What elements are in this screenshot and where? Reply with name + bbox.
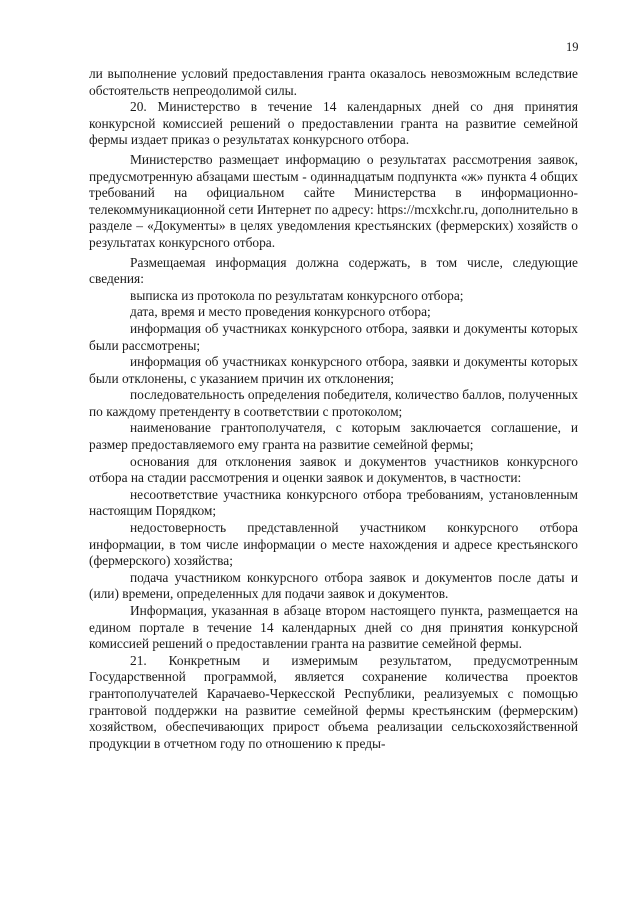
list-item: последовательность определения победителя, количество баллов, полученных по каждому претенденту в соответствии с протоколом;: [89, 387, 578, 419]
paragraph: Информация, указанная в абзаце втором настоящего пункта, размещается на едином портале в течение 14 календарных дней со дня принятия конкурсной комиссией решений о предоставлении гранта на развитие семейной фермы.: [89, 603, 578, 652]
list-item: дата, время и место проведения конкурсного отбора;: [130, 304, 431, 320]
paragraph: 21. Конкретным и измеримым результатом, предусмотренным Государственной программой, является сохранение количества проектов грантополучателей Карачаево-Черкесской Республики, реализуемых с помощью грантовой поддержки на развитие семейной фермы крестьянским (фермерским) хозяйством, обеспечивающих прирост объема реализации сельскохозяйственной продукции в отчетном году по отношению к преды-: [89, 652, 578, 751]
page-number: 19: [566, 40, 579, 54]
document-body: [89, 66, 578, 752]
sub-list-item: подача участником конкурсного отбора заявок и документов после даты и (или) времени, определенных для подачи заявок и документов.: [89, 569, 578, 602]
paragraph: ли выполнение условий предоставления гранта оказалось невозможным вследствие обстоятельств непреодолимой силы.: [89, 66, 578, 98]
sub-list-item: недостоверность представленной участником конкурсного отбора информации, в том числе информации о месте нахождения и адресе крестьянского (фермерского) хозяйства;: [89, 520, 578, 569]
list-item: наименование грантополучателя, с которым заключается соглашение, и размер предоставляемого ему гранта на развитие семейной фермы;: [89, 420, 578, 453]
list-item: информация об участниках конкурсного отбора, заявки и документы которых были отклонены, с указанием причин их отклонения;: [89, 354, 578, 386]
list-item: выписка из протокола по результатам конкурсного отбора;: [130, 287, 464, 303]
paragraph: 20. Министерство в течение 14 календарных дней со дня принятия конкурсной комиссией решений о предоставлении гранта на развитие семейной фермы издает приказ о результатах конкурсного отбора.: [89, 99, 578, 148]
sub-list-item: несоответствие участника конкурсного отбора требованиям, установленным настоящим Порядком;: [89, 486, 578, 519]
list-item: основания для отклонения заявок и документов участников конкурсного отбора на стадии рассмотрения и оценки заявок и документов, в частности:: [89, 453, 578, 486]
paragraph: Размещаемая информация должна содержать, в том числе, следующие сведения:: [89, 254, 578, 287]
list-item: информация об участниках конкурсного отбора, заявки и документы которых были рассмотрены;: [89, 320, 578, 353]
paragraph: Министерство размещает информацию о результатах рассмотрения заявок, предусмотренную абзацами шестым - одиннадцатым подпункта «ж» пункта 4 общих требований на официальном сайте Министерства в информационно-телекоммуникационной сети Интернет по адресу: https://mcxkchr.ru, дополнительно в разделе – «Документы» в целях уведомления крестьянских (фермерских) хозяйств о результатах конкурсного отбора.: [89, 151, 578, 250]
